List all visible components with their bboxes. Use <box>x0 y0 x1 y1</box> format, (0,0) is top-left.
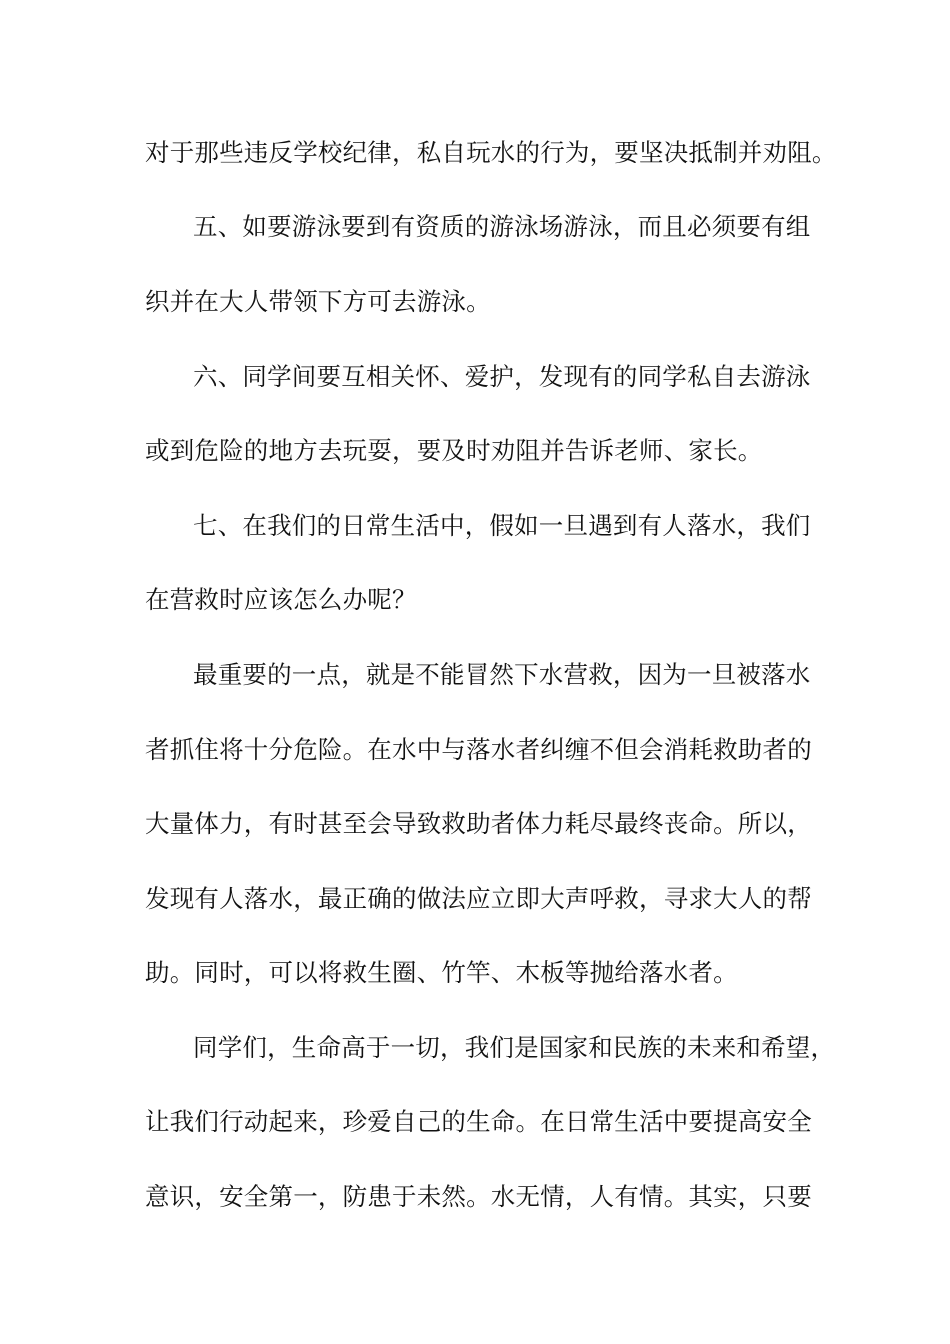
text-line: 五、如要游泳要到有资质的游泳场游泳，而且必须要有组 <box>193 212 811 241</box>
text-line: 发现有人落水，最正确的做法应立即大声呼救，寻求大人的帮 <box>145 884 812 913</box>
text-line: 在营救时应该怎么办呢？ <box>145 585 417 614</box>
text-line: 六、同学间要互相关怀、爱护，发现有的同学私自去游泳 <box>193 362 811 391</box>
text-line: 意识，安全第一，防患于未然。水无情，人有情。其实，只要 <box>145 1182 812 1211</box>
text-line: 或到危险的地方去玩耍，要及时劝阻并告诉老师、家长。 <box>145 436 763 465</box>
text-line: 同学们，生命高于一切，我们是国家和民族的未来和希望， <box>193 1033 836 1062</box>
text-line: 织并在大人带领下方可去游泳。 <box>145 287 491 316</box>
text-line: 助。同时，可以将救生圈、竹竿、木板等抛给落水者。 <box>145 958 738 987</box>
text-line: 最重要的一点，就是不能冒然下水营救，因为一旦被落水 <box>193 660 811 689</box>
text-line: 者抓住将十分危险。在水中与落水者纠缠不但会消耗救助者的 <box>145 735 812 764</box>
text-line: 七、在我们的日常生活中，假如一旦遇到有人落水，我们 <box>193 511 811 540</box>
text-line: 对于那些违反学校纪律，私自玩水的行为，要坚决抵制并劝阻。 <box>145 138 837 167</box>
text-line: 让我们行动起来，珍爱自己的生命。在日常生活中要提高安全 <box>145 1107 812 1136</box>
text-line: 大量体力，有时甚至会导致救助者体力耗尽最终丧命。所以， <box>145 809 812 838</box>
